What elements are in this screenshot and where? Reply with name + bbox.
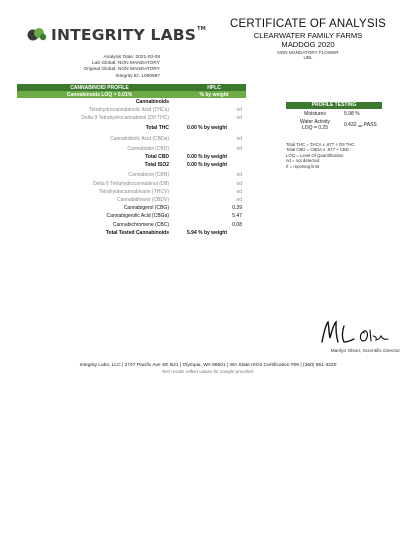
note-line: LOQ = Level Of Quantification (286, 152, 344, 158)
table-header: CANNABINOID PROFILE HPLC (17, 84, 246, 91)
table-row: Cannabichromene (CBC) 0.08 (112, 221, 242, 228)
certificate-title: CERTIFICATE OF ANALYSIS (229, 18, 387, 30)
water-activity-row: Water Activity LOQ = 0.25 0.432 $_{aw}$ PASS (299, 119, 377, 131)
table-row: Cannabidiolic Acid (CBDa) nd (110, 135, 242, 142)
table-row: Cannabinol (CBN) nd (128, 172, 242, 179)
table-row: Delta 8 Tetrahydrocannabinol (D8) nd (92, 180, 242, 187)
logo-mark-icon (27, 26, 47, 44)
logo-wordmark: INTEGRITY LABS™ (51, 26, 206, 44)
cannabinoid-profile-table (17, 84, 246, 237)
signature-icon (318, 318, 398, 348)
note-line: rl = reporting limit (286, 163, 320, 169)
certificate-header (218, 18, 398, 60)
table-row: Tetrahydrocannabinolic Acid (THCa) nd (88, 107, 242, 114)
table-row: Cannabidivarin (CBDV) nd (117, 196, 242, 203)
table-subheader: Cannabinoids LOQ = 0.01% % by weight (17, 91, 246, 98)
integrity-id: Integrity ID: 1080687 (115, 73, 160, 79)
page-footer (0, 363, 416, 374)
table-row: Tetrahydrocannabivarin (THCV) nd (98, 188, 242, 195)
footer-address: Integrity Labs, LLC | 2747 Pacific Ave SE B21 | Olympia, WA 98501 | WA State ISO2 Certification #09 | (360) 951-3220 (79, 363, 337, 368)
sample-name: MADDOG 2020 (281, 40, 335, 49)
table-row-total-tested: Total Tested Cannabinoids 5.94 % by weight (105, 229, 228, 236)
note-line: Total THC = THCA x .877 + D9 THC (286, 142, 355, 147)
table-row-total-thc: Total THC 0.00 % by weight (145, 125, 228, 132)
moisture-row: Moistures 5.98 % (304, 110, 360, 117)
signatory-name: Marilyn Olson, Scientific Director (330, 349, 400, 354)
analysis-date: Analysis Date: 2021-03-08 (103, 55, 160, 60)
table-row-total-iso2: Total ISO2 0.00 % by weight (144, 162, 228, 169)
analysis-meta (60, 55, 160, 80)
table-row-total-cbd: Total CBD 0.00 % by weight (145, 154, 228, 161)
table-row: Cannabidiol (CBD) nd (127, 145, 242, 152)
table-row: Cannabigerol (CBG) 0.39 (123, 205, 242, 212)
table-row: Cannabigerolic Acid (CBGa) 5.47 (106, 213, 242, 220)
ubl-label: UBL (303, 55, 313, 60)
profile-testing-header: PROFILE TESTING (286, 102, 382, 109)
sample-type: NON MANDATORY FLOWER (277, 50, 339, 55)
lab-global: Lab Global: NON MANDATORY (92, 61, 160, 67)
calculation-notes (286, 142, 396, 169)
note-line: Total CBD = CBDA x .877 + CBD (286, 147, 349, 153)
handwritten-signature (318, 318, 398, 353)
original-global: Original Global: NON MANDATORY (83, 67, 160, 73)
note-line: nd = not detected (286, 158, 320, 164)
profile-testing-panel (286, 102, 382, 132)
integrity-labs-logo (27, 26, 206, 44)
footer-disclaimer: Test results reflect values for sample provided. (161, 369, 255, 374)
section-title: Cannabinoids (135, 99, 169, 105)
table-row: Delta 9 Tetrahydrocannabinol (D9 THC) nd (81, 115, 242, 122)
client-name: CLEARWATER FAMILY FARMS (253, 31, 363, 40)
